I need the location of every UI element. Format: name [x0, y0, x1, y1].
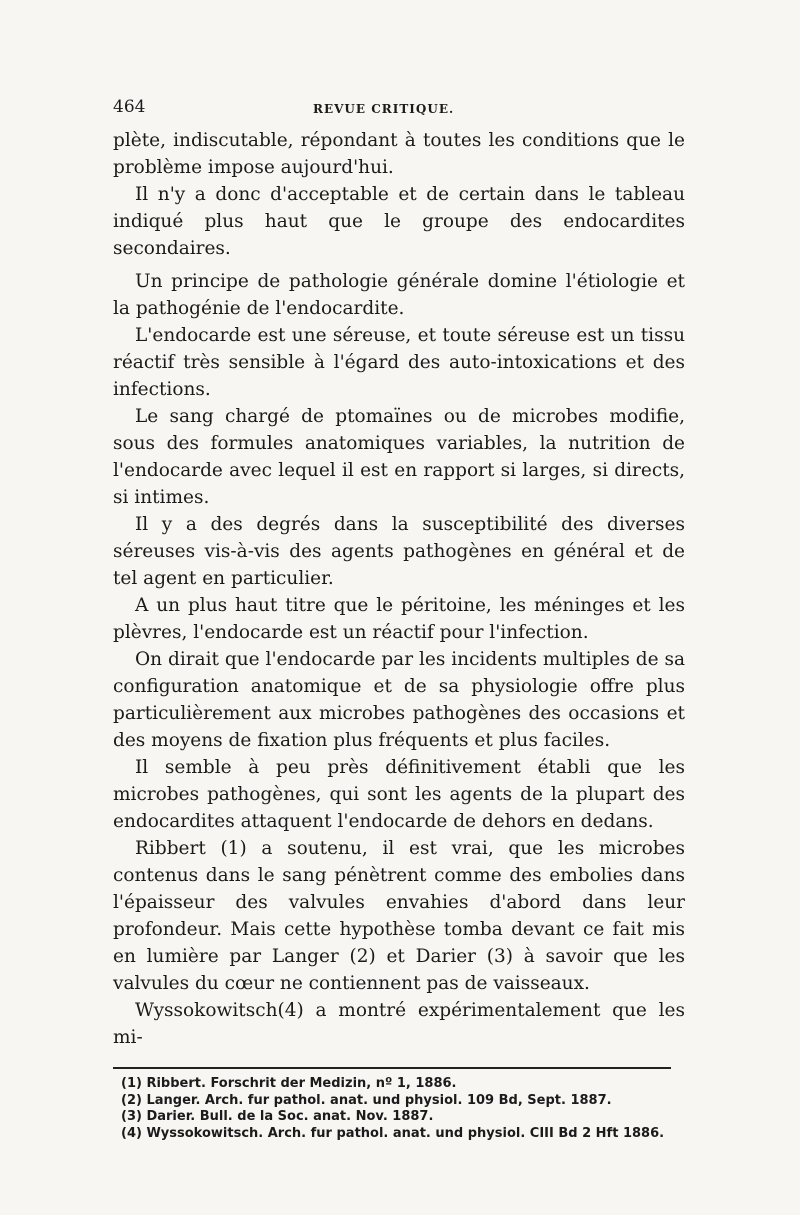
- paragraph: Un principe de pathologie générale domine l'étiologie et la pathogénie de l'endocardite.: [113, 271, 685, 319]
- footnotes: [113, 1076, 685, 1142]
- body-text: [113, 127, 685, 1051]
- page-header: [113, 95, 685, 127]
- paragraph: Wyssokowitsch(4) a montré expérimentalement que les mi-: [113, 1000, 685, 1048]
- paragraph: On dirait que l'endocarde par les incidents multiples de sa configuration anatomique et de sa physiologie offre plus particulièrement aux microbes pathogènes des occasions et des moyens de fixation plus fréquents et plus faciles.: [113, 649, 685, 751]
- footnote-divider: [113, 1067, 671, 1069]
- page-number: 464: [113, 97, 146, 117]
- paragraph: A un plus haut titre que le péritoine, les méninges et les plèvres, l'endocarde est un réactif pour l'infection.: [113, 595, 685, 643]
- paragraph: Le sang chargé de ptomaïnes ou de microbes modifie, sous des formules anatomiques variables, la nutrition de l'endocarde avec lequel il est en rapport si larges, si directs, si intimes.: [113, 406, 685, 508]
- footnote: (3) Darier. Bull. de la Soc. anat. Nov. 1887.: [121, 1109, 434, 1124]
- paragraph: Ribbert (1) a soutenu, il est vrai, que les microbes contenus dans le sang pénètrent comme des embolies dans l'épaisseur des valvules envahies d'abord dans leur profondeur. Mais cette hypothèse tomba devant ce fait mis en lumière par Langer (2) et Darier (3) à savoir que les valvules du cœur ne contiennent pas de vaisseaux.: [113, 838, 685, 994]
- paragraph: Il n'y a donc d'acceptable et de certain dans le tableau indiqué plus haut que le groupe des endocardites secondaires.: [113, 184, 685, 259]
- paragraph: Il y a des degrés dans la susceptibilité des diverses séreuses vis-à-vis des agents pathogènes en général et de tel agent en particulier.: [113, 514, 685, 589]
- footnote: (2) Langer. Arch. fur pathol. anat. und physiol. 109 Bd, Sept. 1887.: [121, 1092, 612, 1108]
- book-page: [113, 95, 685, 1142]
- footnote: (1) Ribbert. Forschrit der Medizin, nº 1, 1886.: [121, 1076, 457, 1091]
- footnote: (4) Wyssokowitsch. Arch. fur pathol. anat. und physiol. CIII Bd 2 Hft 1886.: [121, 1125, 665, 1141]
- paragraph: plète, indiscutable, répondant à toutes les conditions que le problème impose aujourd'hui.: [113, 130, 685, 178]
- paragraph: Il semble à peu près définitivement établi que les microbes pathogènes, qui sont les agents de la plupart des endocardites attaquent l'endocarde de dehors en dedans.: [113, 757, 685, 832]
- running-head: REVUE CRITIQUE.: [313, 102, 455, 116]
- paragraph: L'endocarde est une séreuse, et toute séreuse est un tissu réactif très sensible à l'égard des auto-intoxications et des infections.: [113, 325, 685, 400]
